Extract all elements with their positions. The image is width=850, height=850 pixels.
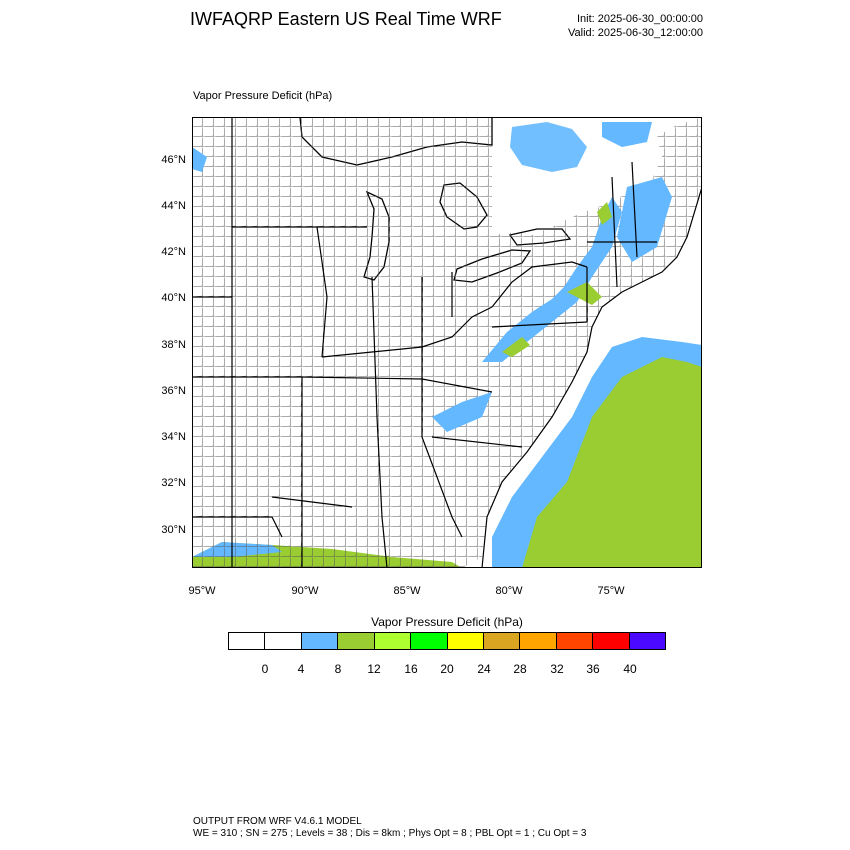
lat-label: 30°N (161, 524, 186, 536)
init-time: Init: 2025-06-30_00:00:00 (577, 13, 703, 25)
lat-label: 44°N (161, 200, 186, 212)
lat-label: 34°N (161, 431, 186, 443)
legend-color-box (302, 633, 338, 649)
lat-label: 46°N (161, 154, 186, 166)
model-info-line1: OUTPUT FROM WRF V4.6.1 MODEL (193, 816, 362, 827)
legend-color-box (448, 633, 484, 649)
lat-label: 40°N (161, 292, 186, 304)
legend-tick: 4 (297, 662, 305, 676)
legend-color-box (484, 633, 520, 649)
lon-label: 80°W (495, 585, 523, 597)
lon-label: 75°W (597, 585, 625, 597)
legend-color-box (557, 633, 593, 649)
legend-color-box (411, 633, 447, 649)
legend-color-box (375, 633, 411, 649)
lat-label: 38°N (161, 339, 186, 351)
legend-color-box (265, 633, 301, 649)
legend-tick: 32 (550, 662, 564, 676)
legend-tick: 0 (261, 662, 269, 676)
map-panel (192, 117, 702, 568)
page-title: IWFAQRP Eastern US Real Time WRF (190, 9, 502, 29)
valid-time: Valid: 2025-06-30_12:00:00 (568, 27, 703, 39)
lon-label: 85°W (393, 585, 421, 597)
map-field-label: Vapor Pressure Deficit (hPa) (193, 90, 333, 102)
lat-label: 42°N (161, 246, 186, 258)
lat-label: 32°N (161, 477, 186, 489)
legend-color-box (229, 633, 265, 649)
legend-tick: 12 (367, 662, 381, 676)
legend-tick: 20 (440, 662, 454, 676)
legend-tick: 28 (513, 662, 527, 676)
legend-color-box (630, 633, 665, 649)
legend-color-box (338, 633, 374, 649)
model-info-line2: WE = 310 ; SN = 275 ; Levels = 38 ; Dis = 8km ; Phys Opt = 8 ; PBL Opt = 1 ; Cu Opt = 3 (193, 828, 587, 839)
map-canvas (192, 117, 702, 568)
legend-tick: 40 (623, 662, 637, 676)
lat-label: 36°N (161, 385, 186, 397)
legend-color-box (520, 633, 556, 649)
legend-colorbar (228, 632, 666, 650)
legend-color-box (593, 633, 629, 649)
legend-tick: 8 (334, 662, 342, 676)
legend-tick: 36 (586, 662, 600, 676)
legend-title: Vapor Pressure Deficit (hPa) (371, 615, 523, 629)
legend-tick: 16 (404, 662, 418, 676)
legend-tick: 24 (477, 662, 491, 676)
lon-label: 90°W (291, 585, 319, 597)
lon-label: 95°W (188, 585, 216, 597)
